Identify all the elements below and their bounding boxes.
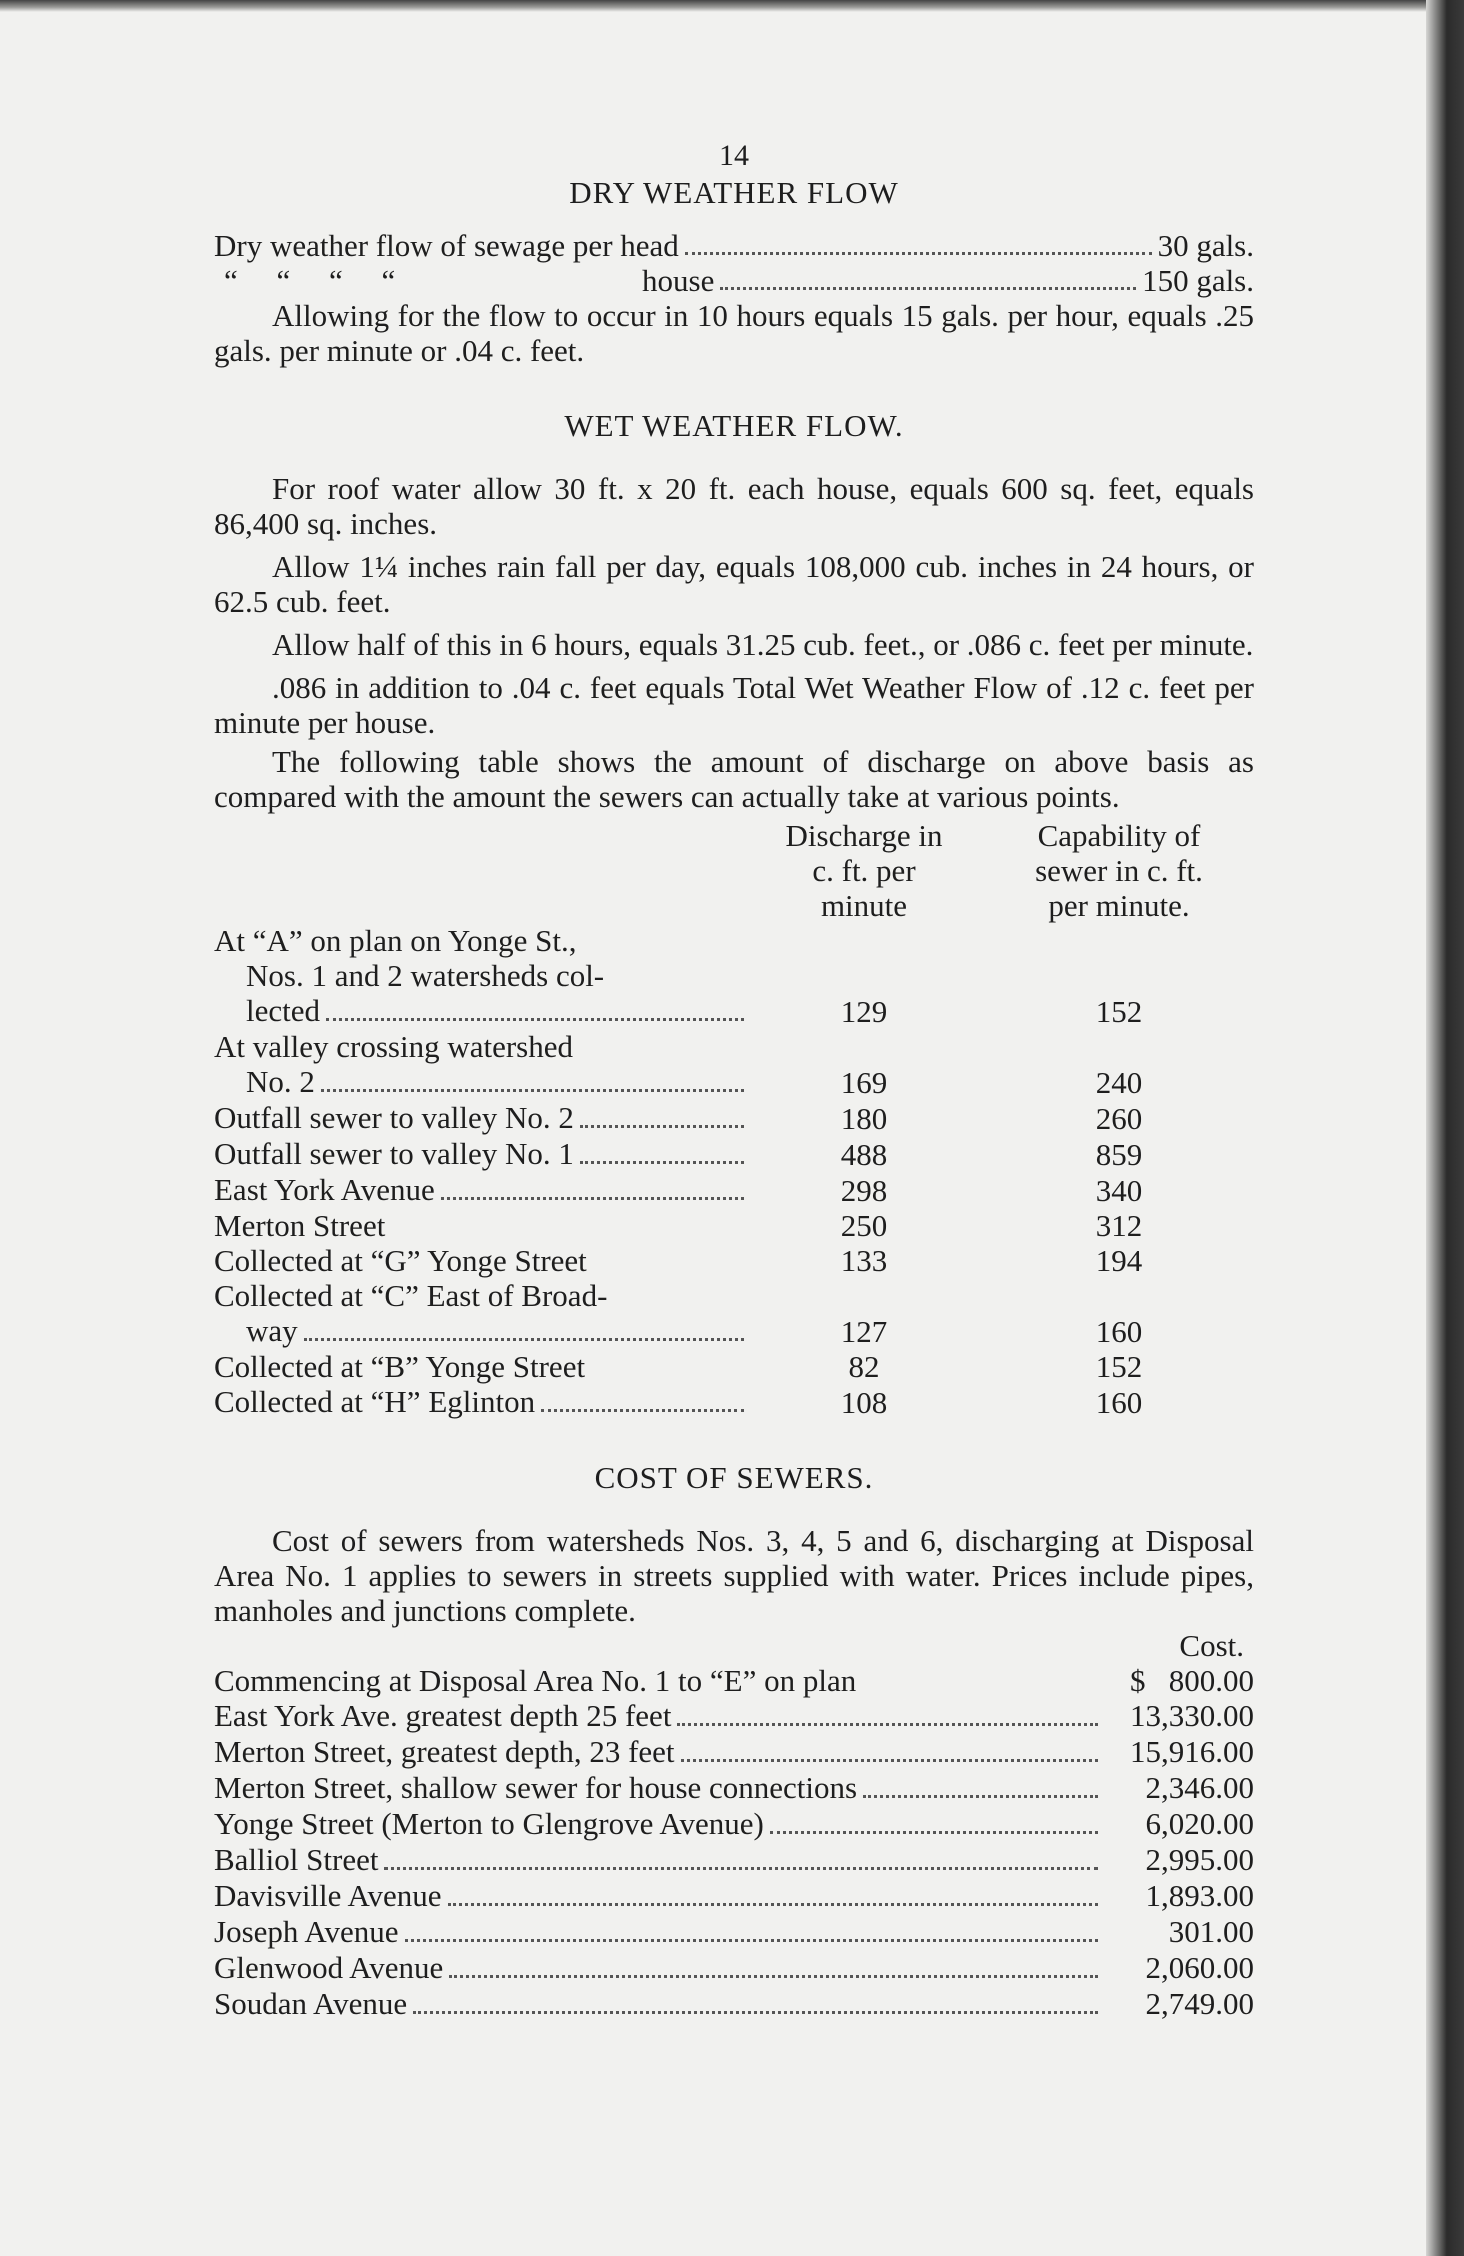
capability-cell: 194 — [1095, 1243, 1143, 1278]
cost-item-value: 1,893.00 — [1145, 1878, 1254, 1913]
dot-leader — [681, 1759, 1098, 1762]
wet-para-1: For roof water allow 30 ft. x 20 ft. each house, equals 600 sq. feet, equals 86,400 sq. inches. — [214, 471, 1254, 541]
cost-column-header: Cost. — [1179, 1628, 1244, 1663]
capability-column-header: Capability of sewer in c. ft. per minute. — [1035, 818, 1203, 923]
dry-flow-per-house-value: 150 gals. — [1142, 263, 1254, 298]
dot-leader — [580, 1125, 744, 1128]
location-text: No. 2 — [246, 1064, 315, 1099]
table-row — [214, 1914, 1254, 1950]
table-row — [214, 1770, 1254, 1806]
table-row — [214, 1663, 1254, 1698]
cost-item-value: 13,330.00 — [1130, 1698, 1254, 1733]
table-row — [214, 1172, 1254, 1208]
table-row — [214, 1950, 1254, 1986]
discharge-cell: 82 — [848, 1349, 880, 1384]
table-row — [214, 1349, 1254, 1384]
page-content — [214, 138, 1254, 2022]
location-cell — [214, 1208, 744, 1243]
cost-item-value: 301.00 — [1168, 1914, 1254, 1949]
location-cell — [214, 1029, 744, 1100]
capability-cell: 859 — [1095, 1137, 1143, 1172]
table-row — [214, 1384, 1254, 1420]
location-text: Outfall sewer to valley No. 2 — [214, 1100, 574, 1135]
dot-leader — [304, 1338, 744, 1341]
discharge-cell: 180 — [840, 1101, 888, 1136]
table-row — [214, 1698, 1254, 1734]
page-top-edge — [0, 0, 1464, 12]
capability-cell: 340 — [1095, 1173, 1143, 1208]
dry-flow-per-house — [214, 263, 1254, 298]
dry-flow-per-head — [214, 228, 1254, 263]
ditto-marks: “ “ “ “ — [224, 263, 396, 298]
table-row — [214, 1029, 1254, 1100]
table-row — [214, 1734, 1254, 1770]
location-cell — [214, 1172, 744, 1208]
cost-item-label: Joseph Avenue — [214, 1914, 399, 1949]
discharge-cell: 250 — [840, 1208, 888, 1243]
cost-heading: COST OF SEWERS. — [594, 1460, 874, 1495]
capability-cell: 152 — [1095, 994, 1143, 1029]
table-row — [214, 1806, 1254, 1842]
cost-item-label: Soudan Avenue — [214, 1986, 408, 2021]
table-row — [214, 1100, 1254, 1136]
discharge-cell: 169 — [840, 1065, 888, 1100]
dot-leader — [441, 1197, 744, 1200]
wet-para-2: Allow 1¼ inches rain fall per day, equals 108,000 cub. inches in 24 hours, or 62.5 cub. feet. — [214, 549, 1254, 619]
capability-cell: 240 — [1095, 1065, 1143, 1100]
discharge-cell: 129 — [840, 994, 888, 1029]
dot-leader — [449, 1975, 1098, 1978]
dry-flow-per-house-label: house — [642, 263, 715, 298]
discharge-cell: 298 — [840, 1173, 888, 1208]
location-cell — [214, 923, 744, 1029]
capability-cell: 312 — [1095, 1208, 1143, 1243]
location-cell — [214, 1100, 744, 1136]
dry-flow-paragraph: Allowing for the flow to occur in 10 hours equals 15 gals. per hour, equals .25 gals. per minute or .04 c. feet. — [214, 298, 1254, 368]
location-text: At valley crossing watershed — [214, 1029, 573, 1064]
dot-leader — [413, 2011, 1098, 2014]
table-row — [214, 1878, 1254, 1914]
discharge-table — [214, 818, 1254, 1420]
cost-item-label: Yonge Street (Merton to Glengrove Avenue) — [214, 1806, 764, 1841]
location-text: Collected at “B” Yonge Street — [214, 1349, 586, 1384]
dot-leader — [326, 1018, 744, 1021]
table-row — [214, 1842, 1254, 1878]
table-row — [214, 1243, 1254, 1278]
cost-item-label: Merton Street, greatest depth, 23 feet — [214, 1734, 675, 1769]
capability-cell: 160 — [1095, 1314, 1143, 1349]
page-binding-edge — [1426, 0, 1464, 2256]
cost-item-label: Commencing at Disposal Area No. 1 to “E” on plan — [214, 1663, 857, 1698]
capability-cell: 260 — [1095, 1101, 1143, 1136]
table-row — [214, 1136, 1254, 1172]
dry-flow-per-head-label: Dry weather flow of sewage per head — [214, 228, 679, 263]
location-text: Nos. 1 and 2 watersheds col- — [246, 958, 605, 993]
discharge-cell: 488 — [840, 1137, 888, 1172]
table-row — [214, 1986, 1254, 2022]
location-text: At “A” on plan on Yonge St., — [214, 923, 577, 958]
dot-leader — [685, 252, 1152, 255]
cost-item-value: 15,916.00 — [1130, 1734, 1254, 1769]
capability-cell: 160 — [1095, 1385, 1143, 1420]
cost-item-value: 2,346.00 — [1145, 1770, 1254, 1805]
location-text: Merton Street — [214, 1208, 386, 1243]
discharge-table-header — [214, 818, 1254, 923]
cost-item-label: East York Ave. greatest depth 25 feet — [214, 1698, 672, 1733]
cost-item-value: $ 800.00 — [1130, 1663, 1254, 1698]
location-cell — [214, 1349, 744, 1384]
discharge-column-header: Discharge in c. ft. per minute — [785, 818, 943, 923]
dot-leader — [321, 1089, 744, 1092]
cost-item-label: Davisville Avenue — [214, 1878, 442, 1913]
dot-leader — [405, 1939, 1098, 1942]
dot-leader — [541, 1409, 744, 1412]
dot-leader — [863, 1795, 1098, 1798]
capability-cell: 152 — [1095, 1349, 1143, 1384]
wet-weather-heading: WET WEATHER FLOW. — [564, 408, 904, 443]
cost-item-value: 2,060.00 — [1145, 1950, 1254, 1985]
wet-para-4: .086 in addition to .04 c. feet equals Total Wet Weather Flow of .12 c. feet per minute per house. — [214, 670, 1254, 740]
cost-item-value: 2,995.00 — [1145, 1842, 1254, 1877]
location-text: Outfall sewer to valley No. 1 — [214, 1136, 574, 1171]
dot-leader — [448, 1903, 1098, 1906]
dot-leader — [384, 1867, 1098, 1870]
location-text: East York Avenue — [214, 1172, 435, 1207]
cost-table-body — [214, 1663, 1254, 2022]
wet-para-5: The following table shows the amount of discharge on above basis as compared with the amount the sewers can actually take at various points. — [214, 744, 1254, 814]
dot-leader — [677, 1723, 1098, 1726]
location-text: Collected at “C” East of Broad- — [214, 1278, 608, 1313]
dot-leader — [770, 1831, 1098, 1834]
table-row — [214, 1208, 1254, 1243]
cost-item-label: Merton Street, shallow sewer for house connections — [214, 1770, 858, 1805]
discharge-cell: 133 — [840, 1243, 888, 1278]
discharge-cell: 108 — [840, 1385, 888, 1420]
location-cell — [214, 1243, 744, 1278]
dry-weather-heading: DRY WEATHER FLOW — [569, 175, 899, 210]
cost-item-label: Glenwood Avenue — [214, 1950, 444, 1985]
location-text: Collected at “G” Yonge Street — [214, 1243, 587, 1278]
location-cell — [214, 1384, 744, 1420]
table-row — [214, 923, 1254, 1029]
location-text: Collected at “H” Eglinton — [214, 1384, 536, 1419]
location-cell — [214, 1136, 744, 1172]
dot-leader — [580, 1161, 744, 1164]
discharge-cell: 127 — [840, 1314, 888, 1349]
cost-item-label: Balliol Street — [214, 1842, 379, 1877]
cost-item-value: 2,749.00 — [1145, 1986, 1254, 2021]
cost-paragraph: Cost of sewers from watersheds Nos. 3, 4, 5 and 6, discharging at Disposal Area No. 1 applies to sewers in streets supplied with water. Prices include pipes, manholes and junctions complete. — [214, 1523, 1254, 1628]
discharge-table-body — [214, 923, 1254, 1420]
cost-item-value: 6,020.00 — [1145, 1806, 1254, 1841]
dot-leader — [720, 287, 1136, 290]
location-text: lected — [246, 993, 321, 1028]
location-cell — [214, 1278, 744, 1349]
location-text: way — [246, 1313, 298, 1348]
table-row — [214, 1278, 1254, 1349]
page-number: 14 — [719, 139, 749, 172]
dry-flow-per-head-value: 30 gals. — [1157, 228, 1254, 263]
wet-para-3: Allow half of this in 6 hours, equals 31.25 cub. feet., or .086 c. feet per minute. — [272, 627, 1254, 662]
